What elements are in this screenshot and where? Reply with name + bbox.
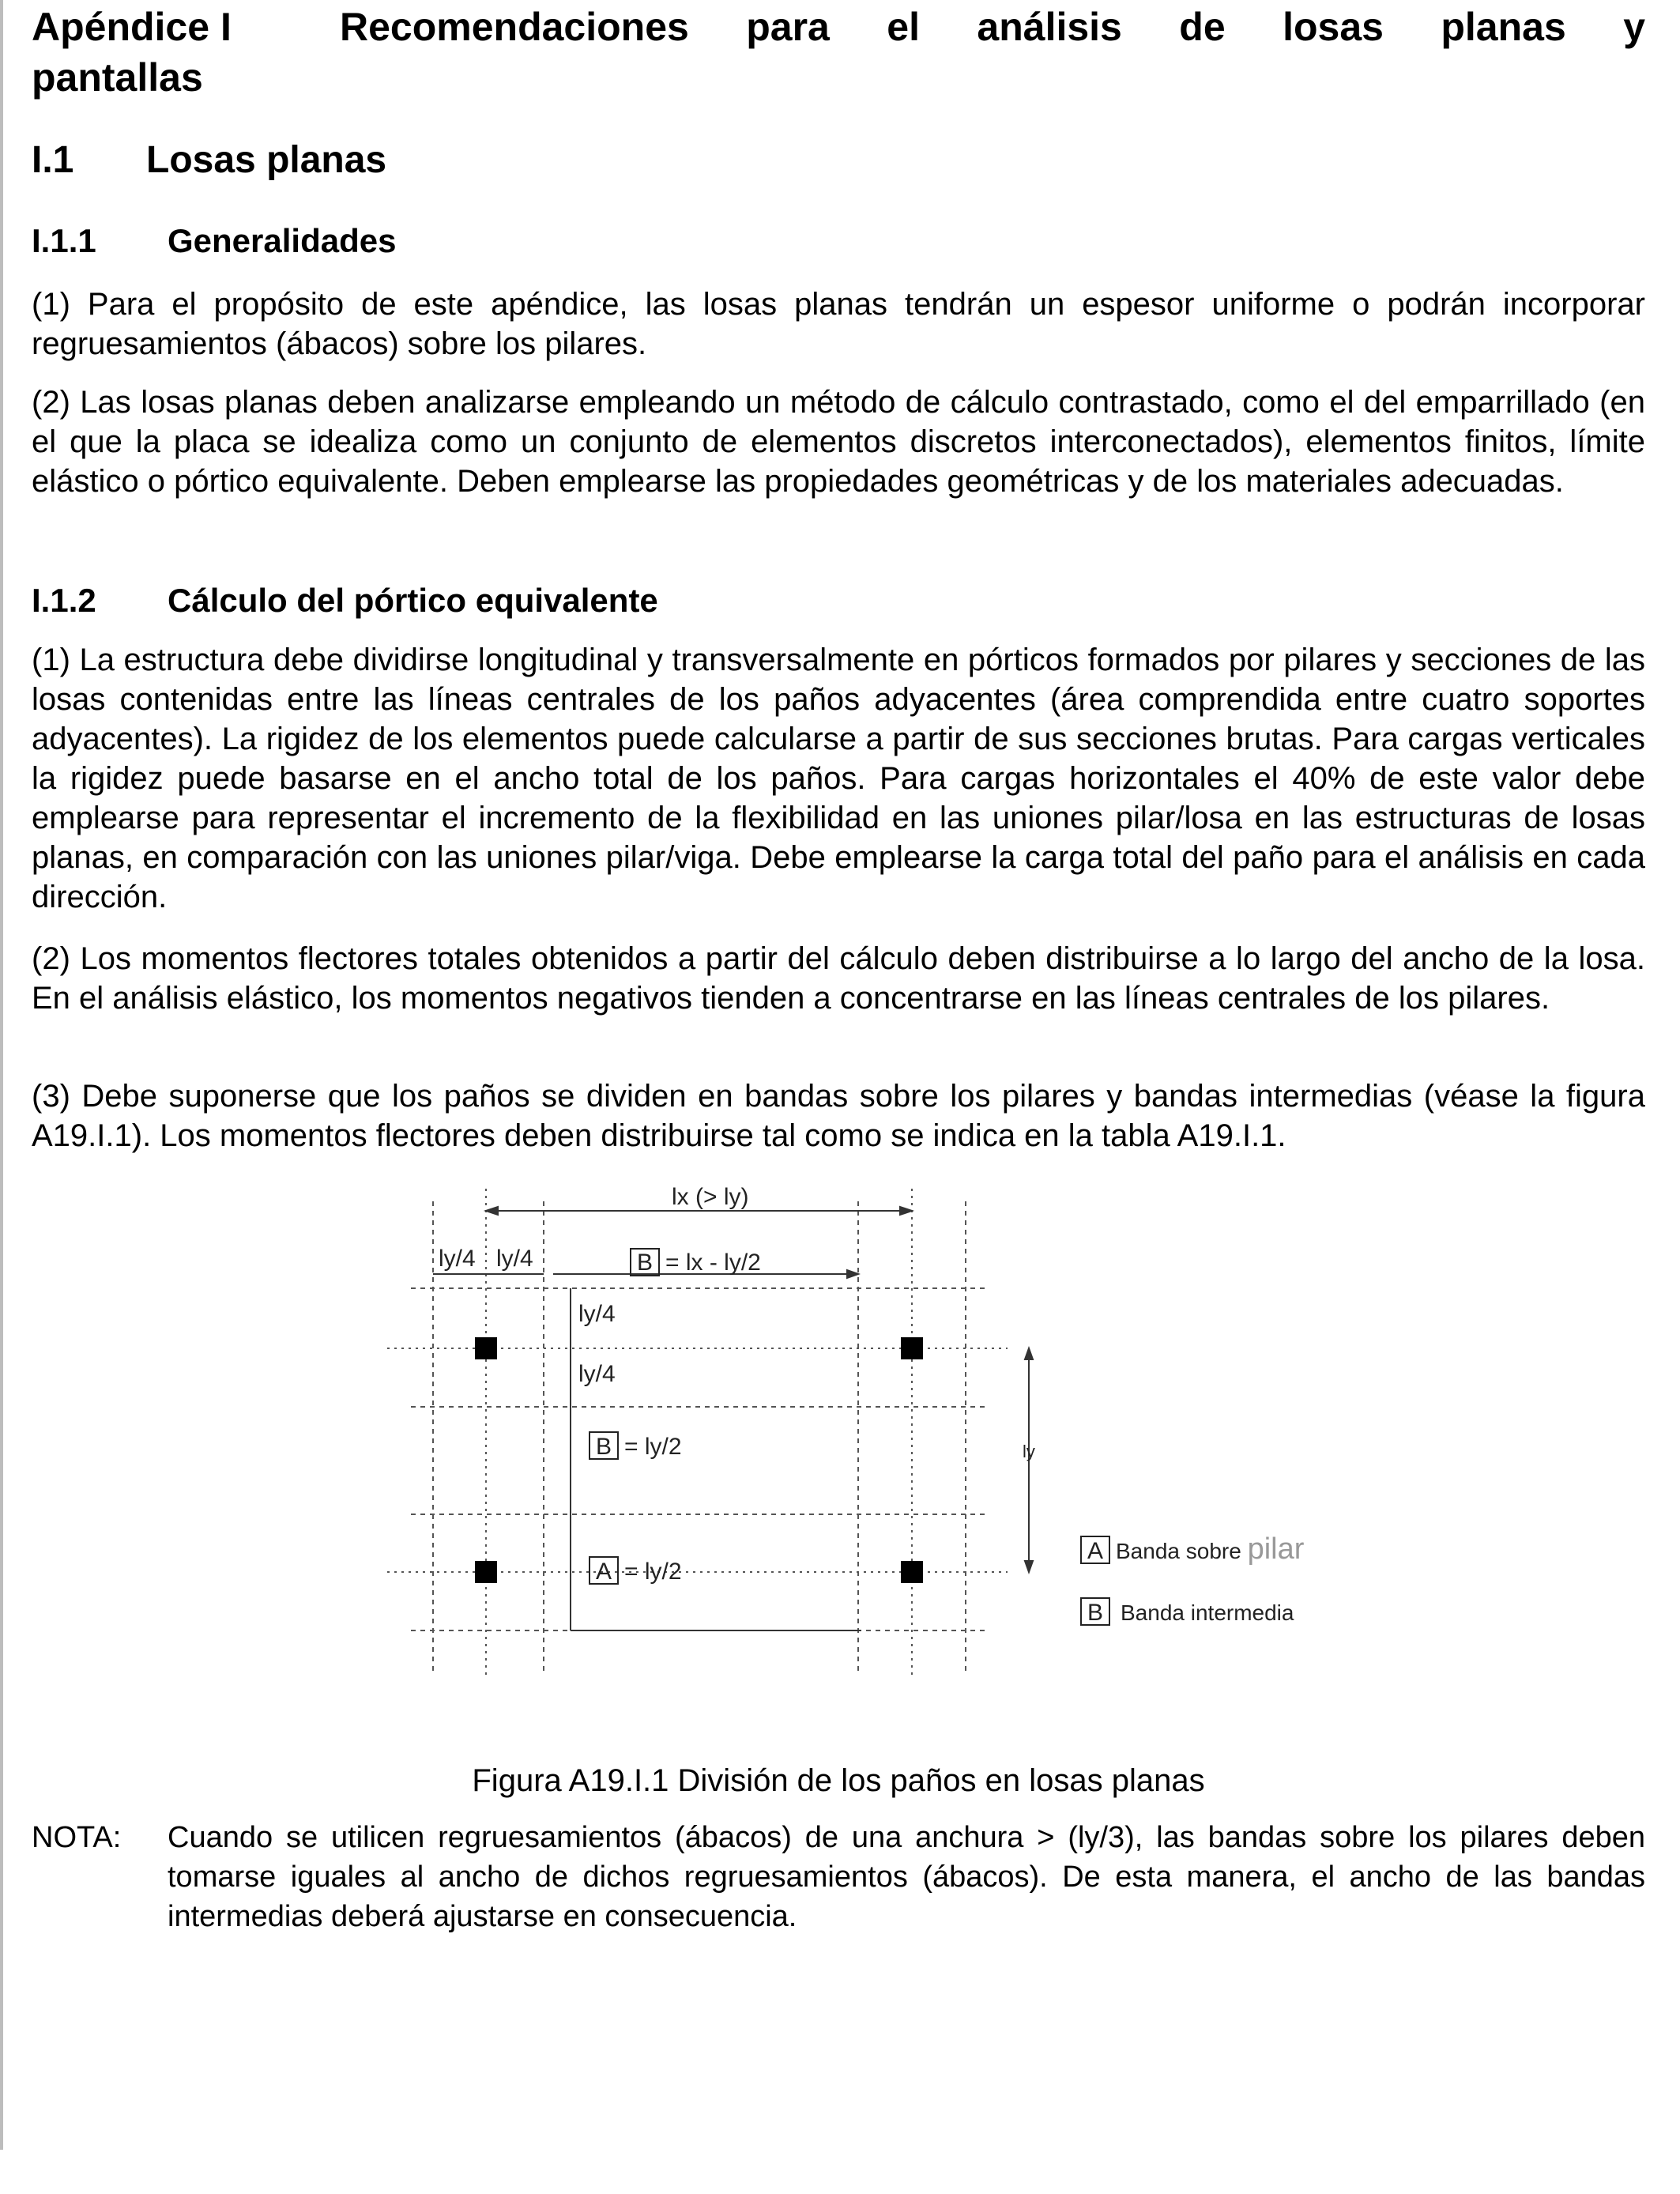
legend-label-b: Banda intermedia — [1121, 1600, 1294, 1625]
section-number: I.1 — [32, 139, 74, 181]
paragraph-1-2-2: (2) Los momentos flectores totales obtenidos a partir del cálculo deben distribuirse a lo largo del ancho de la losa. En el análisis elástico, los momentos negativos tienden a concentrarse en las líneas centrales de los pilares. — [32, 941, 1645, 1016]
paragraph-1-1-2: (2) Las losas planas deben analizarse empleando un método de cálculo contrastado, como el del emparrillado (en el que la placa se idealiza como un conjunto de elementos discretos interconectados), elementos finitos, límite elástico o pórtico equivalente. Deben emplearse las propiedades geométricas y de los materiales adecuadas. — [32, 385, 1645, 499]
title-word: para — [746, 5, 830, 49]
note-text: Cuando se utilicen regruesamientos (ábacos) de una anchura > (ly/3), las bandas sobre los pilares deben tomarse iguales al ancho de dichos regruesamientos (ábacos). De esta manera, el ancho de las bandas intermedias deberá ajustarse en consecuencia. — [168, 1821, 1645, 1933]
dimension-label-lx: lx (> ly) — [672, 1184, 749, 1210]
arrow-head — [1025, 1561, 1033, 1572]
arrow-head — [847, 1270, 858, 1278]
subsection-title: Cálculo del pórtico equivalente — [168, 582, 658, 619]
legend-letter-a: A — [1087, 1538, 1104, 1564]
appendix-title-line1 — [340, 2, 1645, 52]
arrow-head — [900, 1207, 912, 1215]
column-square — [475, 1561, 497, 1583]
legend-label-a: Banda sobre pilar — [1116, 1532, 1305, 1566]
legend-letter-b: B — [1087, 1600, 1104, 1626]
dimension-label-ly4: ly/4 — [439, 1246, 476, 1272]
arrow-head — [486, 1207, 498, 1215]
figure-caption: Figura A19.I.1 División de los paños en losas planas — [472, 1763, 1205, 1798]
paragraph-1-1-1: (1) Para el propósito de este apéndice, las losas planas tendrán un espesor uniforme o podrán incorporar regruesamientos (ábacos) sobre los pilares. — [32, 287, 1645, 361]
subsection-title: Generalidades — [168, 222, 397, 259]
dimension-label-a-bot: = ly/2 — [624, 1559, 682, 1585]
note-label: NOTA: — [32, 1821, 122, 1854]
appendix-title — [32, 2, 1645, 103]
title-word: losas — [1283, 5, 1384, 49]
appendix-title-line2: pantallas — [32, 55, 203, 100]
subsection-heading-2 — [32, 581, 658, 620]
dimension-label-ly4: ly/4 — [578, 1361, 616, 1387]
section-heading — [32, 138, 386, 183]
subsection-heading-1 — [32, 221, 396, 261]
appendix-number: Apéndice I — [32, 5, 232, 49]
figure-legend — [1081, 1532, 1305, 1626]
dimension-label-ly: ly — [1023, 1442, 1035, 1461]
column-square — [901, 1561, 923, 1583]
dimension-label-ly4: ly/4 — [496, 1246, 533, 1272]
strip-letter-a: A — [596, 1559, 612, 1585]
title-word: Recomendaciones — [340, 5, 689, 49]
strip-letter-b: B — [637, 1250, 654, 1276]
paragraph-1-2-3: (3) Debe suponerse que los paños se dividen en bandas sobre los pilares y bandas intermedias (véase la figura A19.I.1). Los momentos flectores deben distribuirse tal como se indica en la tabla A19.I.1. — [32, 1079, 1645, 1153]
title-word: análisis — [977, 5, 1122, 49]
subsection-number: I.1.1 — [32, 222, 96, 259]
dimension-label-ly4: ly/4 — [578, 1301, 616, 1327]
title-word: el — [887, 5, 920, 49]
title-word: y — [1623, 5, 1645, 49]
section-title: Losas planas — [146, 139, 387, 181]
dimension-label-b-top: = lx - ly/2 — [665, 1250, 761, 1276]
strip-letter-b: B — [596, 1434, 612, 1460]
panel-division-diagram — [363, 1170, 1391, 1683]
column-square — [475, 1337, 497, 1359]
paragraph-1-2-1: (1) La estructura debe dividirse longitudinal y transversalmente en pórticos formados por pilares y secciones de las losas contenidas entre las líneas centrales de los paños adyacentes (área comprendida entre cuatro soportes adyacentes). La rigidez de los elementos puede calcularse a partir de sus secciones brutas. Para cargas verticales la rigidez puede basarse en el ancho total de los paños. Para cargas horizontales el 40% de este valor debe emplearse para representar el incremento de la flexibilidad en las uniones pilar/losa en las estructuras de losas planas, en comparación con las uniones pilar/viga. Debe emplearse la carga total del paño para el análisis en cada dirección. — [32, 643, 1645, 914]
arrow-head — [1025, 1348, 1033, 1359]
dimension-label-b-mid: = ly/2 — [624, 1434, 682, 1460]
figure-panel-division — [363, 1170, 1391, 1683]
title-word: planas — [1441, 5, 1566, 49]
column-square — [901, 1337, 923, 1359]
page-left-border — [0, 0, 3, 2150]
subsection-number: I.1.2 — [32, 582, 96, 619]
title-word: de — [1179, 5, 1226, 49]
